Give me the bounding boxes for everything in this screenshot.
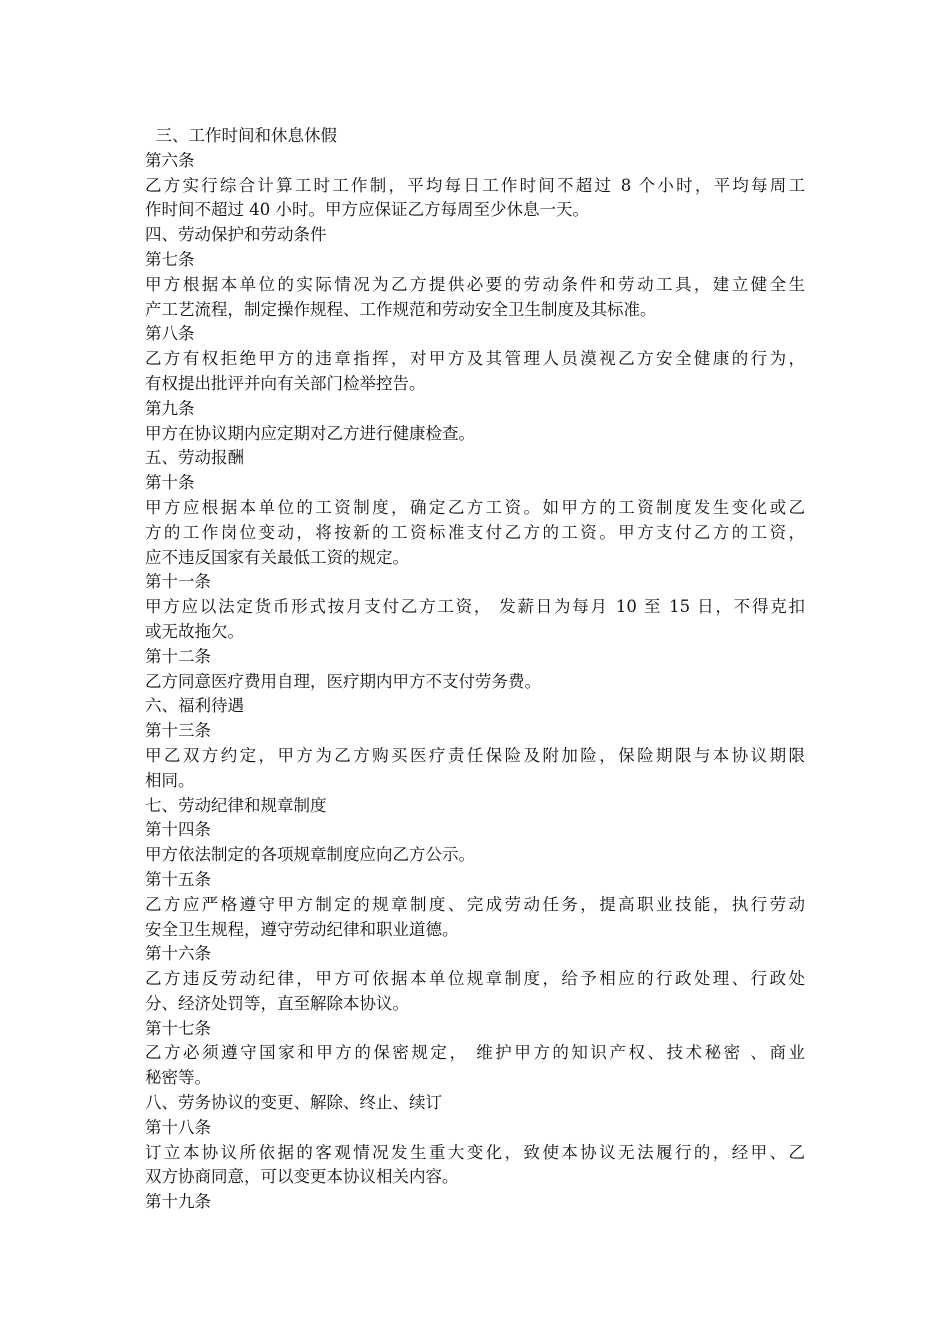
- article-number: 第十八条: [145, 1117, 211, 1137]
- body-text-line: 应不违反国家有关最低工资的规定。: [145, 547, 409, 567]
- section-heading: 四、劳动保护和劳动条件: [145, 225, 327, 245]
- body-text-line: 乙方同意医疗费用自理，医疗期内甲方不支付劳务费。: [145, 671, 541, 691]
- body-text-line: 方的工作岗位变动，将按新的工资标准支付乙方的工资。甲方支付乙方的工资，: [145, 522, 805, 542]
- body-text-line: 乙方违反劳动纪律，甲方可依据本单位规章制度，给予相应的行政处理、行政处: [145, 969, 805, 989]
- body-text-line: 甲方应根据本单位的工资制度，确定乙方工资。如甲方的工资制度发生变化或乙: [145, 497, 805, 517]
- article-number: 第十六条: [145, 944, 211, 964]
- body-text-line: 甲方依法制定的各项规章制度应向乙方公示。: [145, 845, 475, 865]
- body-text-line: 双方协商同意，可以变更本协议相关内容。: [145, 1167, 459, 1187]
- body-text-line: 产工艺流程，制定操作规程、工作规范和劳动安全卫生制度及其标准。: [145, 299, 657, 319]
- document-page: [145, 124, 815, 1215]
- body-text-line: 相同。: [145, 770, 195, 790]
- body-text-line: 秘密等。: [145, 1068, 211, 1088]
- article-number: 第十条: [145, 473, 195, 493]
- body-text-line: 乙方有权拒绝甲方的违章指挥，对甲方及其管理人员漠视乙方安全健康的行为，: [145, 349, 805, 369]
- article-number: 第十三条: [145, 721, 211, 741]
- body-text-line: 分、经济处罚等，直至解除本协议。: [145, 993, 409, 1013]
- body-text-line: 安全卫生规程，遵守劳动纪律和职业道德。: [145, 919, 459, 939]
- body-text-line: 甲方在协议期内应定期对乙方进行健康检查。: [145, 423, 475, 443]
- article-number: 第七条: [145, 249, 195, 269]
- body-text-line: 乙方必须遵守国家和甲方的保密规定， 维护甲方的知识产权、技术秘密 、商业: [145, 1043, 805, 1063]
- article-number: 第十一条: [145, 572, 211, 592]
- body-text-line: 甲方应以法定货币形式按月支付乙方工资， 发薪日为每月 10 至 15 日，不得克扣: [145, 597, 805, 617]
- body-text-line: 作时间不超过 40 小时。甲方应保证乙方每周至少休息一天。: [145, 200, 589, 220]
- section-heading: 八、劳务协议的变更、解除、终止、续订: [145, 1093, 442, 1113]
- body-text-line: 或无故拖欠。: [145, 621, 244, 641]
- article-number: 第十四条: [145, 820, 211, 840]
- body-text-line: 乙方应严格遵守甲方制定的规章制度、完成劳动任务，提高职业技能，执行劳动: [145, 894, 805, 914]
- article-number: 第八条: [145, 324, 195, 344]
- body-text-line: 甲方根据本单位的实际情况为乙方提供必要的劳动条件和劳动工具，建立健全生: [145, 274, 805, 294]
- article-number: 第十二条: [145, 646, 211, 666]
- body-text-line: 乙方实行综合计算工时工作制，平均每日工作时间不超过 8 个小时，平均每周工: [145, 175, 805, 195]
- section-heading: 六、福利待遇: [145, 696, 244, 716]
- section-heading: 七、劳动纪律和规章制度: [145, 795, 327, 815]
- article-number: 第十七条: [145, 1018, 211, 1038]
- body-text-line: 订立本协议所依据的客观情况发生重大变化，致使本协议无法履行的，经甲、乙: [145, 1142, 805, 1162]
- article-number: 第十五条: [145, 869, 211, 889]
- body-text-line: 甲乙双方约定，甲方为乙方购买医疗责任保险及附加险，保险期限与本协议期限: [145, 745, 805, 765]
- article-number: 第九条: [145, 398, 195, 418]
- body-text-line: 有权提出批评并向有关部门检举控告。: [145, 373, 426, 393]
- article-number: 第六条: [145, 150, 195, 170]
- article-number: 第十九条: [145, 1192, 211, 1212]
- section-heading: 三、工作时间和休息休假: [145, 126, 337, 145]
- section-heading: 五、劳动报酬: [145, 448, 244, 468]
